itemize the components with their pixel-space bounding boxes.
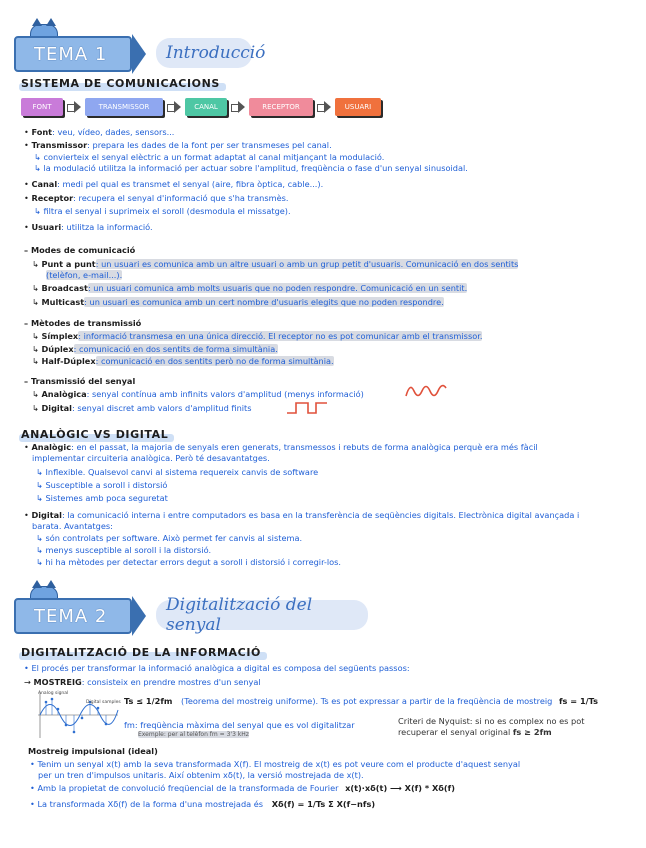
comm-flow-diagram [21,98,381,116]
flow-label: CANAL [194,103,218,111]
digital-item-text: hi ha mètodes per detectar errors degut a soroll i distorsió i corregir-los. [45,557,342,567]
imp1b-line [38,770,364,781]
p2p-line2 [46,270,122,281]
tema1-banner [14,36,132,72]
sampling-graph [34,690,120,740]
imp1b-text: per un tren d'impulsos unitaris. Així obtenim xδ(t), la versió mostrejada de x(t). [38,770,364,780]
analogic-vs-title-text: ANALÒGIC VS DIGITAL [21,428,169,441]
graph-digital-label: Digital samples [86,700,121,705]
digitalitzacio-intro: • El procés per transformar la informació analògica a digital es composa del següents passos: [24,663,410,673]
transmissor-sub2-text: la modulació utilitza la informació per actuar sobre l'amplitud, freqüència o fase d'un senyal sinusoidal. [43,163,468,173]
duplex-text: : comunicació en dos sentits de forma simultània. [73,344,278,354]
analogic-label: Analògic [31,442,72,452]
digital-label: Digital [41,403,72,413]
modes-title-text: Modes de comunicació [30,245,136,255]
digital-item: ↳ són controlats per software. Això permet fer canvis al sistema. [36,533,303,543]
multicast-text: : un usuari es comunica amb un cert nombre d'usuaris elegits que no poden respondre. [84,297,444,307]
metodes-title: – Mètodes de transmissió [24,318,142,328]
analogic-item-text: Sistemes amb poca seguretat [45,493,168,503]
mostreig-label: MOSTREIG [33,677,82,687]
canal-text: : medi pel qual es transmet el senyal (aire, fibra òptica, cable...). [57,179,324,189]
fm-text: fm: freqüència màxima del senyal que es vol digitalitzar [124,720,355,730]
imp3-formula: Xδ(f) = 1/Ts Σ X(f−nfs) [271,799,376,809]
digital-item-text: menys susceptible al soroll i la distorsió. [45,545,212,555]
analogica-label: Analògica [41,389,87,399]
imp2-formula: x(t)·xδ(t) ⟶ X(f) * Xδ(f) [345,783,455,793]
nyquist-text2: recuperar el senyal original [398,727,511,737]
flow-box-canal [185,98,227,116]
ts-text: (Teorema del mostreig uniforme). Ts es pot expressar a partir de la freqüència de mostreig [181,696,553,706]
tema2-arrow-icon [132,596,146,636]
font-line: • Font: veu, vídeo, dades, sensors... [24,127,175,137]
receptor-sub1: ↳ filtra el senyal i suprimeix el soroll (desmodula el missatge). [34,206,291,216]
analogic-vs-title [21,428,168,441]
imp1-line: • Tenim un senyal x(t) amb la seva transformada X(f). El mostreig de x(t) es pot veure com el producte d'aquest senyal [30,759,521,769]
usuari-line: • Usuari: utilitza la informació. [24,222,153,232]
broadcast-line: ↳ Broadcast: un usuari comunica amb molts usuaris que no poden respondre. Comunicació en un sentit. [32,283,468,293]
font-label: Font [31,127,53,137]
tema1-label: TEMA 1 [34,43,108,65]
digitalitzacio-title-text: DIGITALITZACIÓ DE LA INFORMACIÓ [21,646,261,659]
analogic-item-text: Inflexible. Qualsevol canvi al sistema requereix canvis de software [45,467,319,477]
impulsional-title-text: Mostreig impulsional (ideal) [28,746,158,756]
p2p-line: ↳ Punt a punt: un usuari es comunica amb un altre usuari o amb un grup petit d'usuaris. Comunicació en dos sentits [32,259,519,269]
imp3-line: • La transformada Xδ(f) de la forma d'una mostrejada és Xδ(f) = 1/Ts Σ X(f−nfs) [30,799,376,809]
digital-text: : senyal discret amb valors d'amplitud finits [71,403,252,413]
analogica-line: ↳ Analògica: senyal contínua amb infinits valors d'amplitud (menys informació) [32,389,364,399]
arrow-icon [317,101,331,113]
imp2-text: Amb la propietat de convolució freqüencial de la transformada de Fourier [37,783,339,793]
digital-item: ↳ hi ha mètodes per detectar errors degut a soroll i distorsió i corregir-los. [36,557,342,567]
duplex-line: ↳ Dúplex: comunicació en dos sentits de forma simultània. [32,344,278,354]
digitalitzacio-intro-text: El procés per transformar la informació analògica a digital es composa del següents passos: [31,663,410,673]
nyquist-formula: fs ≥ 2fm [512,727,552,737]
mostreig-text: : consisteix en prendre mostres d'un senyal [81,677,261,687]
analogic-item: ↳ Sistemes amb poca seguretat [36,493,168,503]
imp3-text: La transformada Xδ(f) de la forma d'una mostrejada és [37,799,264,809]
transmissor-line: • Transmissor: prepara les dades de la font per ser transmeses pel canal. [24,140,332,150]
multicast-label: Multicast [41,297,85,307]
modes-title: – Modes de comunicació [24,245,136,255]
transmissor-text: : prepara les dades de la font per ser transmeses pel canal. [87,140,332,150]
arrow-icon [231,101,245,113]
digitalitzacio-title [21,646,261,659]
digital-wave-icon [286,400,328,416]
impulsional-title [28,746,158,757]
p2p-label: Punt a punt [41,259,96,269]
tema1-subtitle-text: Introducció [166,43,266,63]
flow-label: RECEPTOR [262,103,300,111]
half-label: Half-Dúplex [41,356,96,366]
tema2-subtitle [156,595,368,635]
flow-label: TRANSMISSOR [98,103,150,111]
tema2-label: TEMA 2 [34,605,108,627]
example-text: Exemple: per al telèfon fm = 3'3 kHz [138,731,249,738]
transmissor-label: Transmissor [31,140,88,150]
digital-line: ↳ Digital: senyal discret amb valors d'amplitud finits [32,403,252,413]
nyquist-line [398,716,584,727]
p2p-text: : un usuari es comunica amb un altre usuari o amb un grup petit d'usuaris. Comunicació en dos sentits [95,259,519,269]
font-text: : veu, vídeo, dades, sensors... [52,127,175,137]
analogic-item: ↳ Susceptible a soroll i distorsió [36,480,168,490]
transmissor-sub2: ↳ la modulació utilitza la informació per actuar sobre l'amplitud, freqüència o fase d'un senyal sinusoidal. [34,163,468,173]
broadcast-text: : un usuari comunica amb molts usuaris que no poden respondre. Comunicació en un sentit. [87,283,468,293]
analogica-text: : senyal contínua amb infinits valors d'amplitud (menys informació) [86,389,364,399]
tema1-arrow-icon [132,34,146,74]
tema1-subtitle [156,38,266,68]
simplex-text: : informació transmesa en una única direcció. El receptor no es pot comunicar amb el transmissor. [78,331,483,341]
multicast-line: ↳ Multicast: un usuari es comunica amb un cert nombre d'usuaris elegits que no poden respondre. [32,297,444,307]
analogic-line2 [32,453,270,464]
receptor-text: : recupera el senyal d'informació que s'ha transmès. [73,193,289,203]
arrow-icon [167,101,181,113]
digital-bullet-text2: barata. Avantatges: [32,521,113,531]
imp1-text: Tenim un senyal x(t) amb la seva transformada X(f). El mostreig de x(t) es pot veure com el producte d'aquest senyal [37,759,521,769]
simplex-line: ↳ Símplex: informació transmesa en una única direcció. El receptor no es pot comunicar amb el transmissor. [32,331,483,341]
analogic-line: • Analògic: en el passat, la majoria de senyals eren generats, transmessos i rebuts de forma analògica perquè era més fàcil [24,442,538,452]
receptor-label: Receptor [31,193,74,203]
fm-line [124,720,355,731]
transmissor-sub1: ↳ convierteix el senyal elèctric a un format adaptat al canal mitjançant la modulació. [34,152,385,162]
analogic-text: : en el passat, la majoria de senyals eren generats, transmessos i rebuts de forma analògica perquè era més fàcil [71,442,538,452]
arrow-icon [67,101,81,113]
usuari-label: Usuari [31,222,62,232]
digital-bullet-label: Digital [31,510,62,520]
digital-item-text: són controlats per software. Això permet fer canvis al sistema. [45,533,303,543]
nyquist-line2 [398,727,552,738]
nyquist-text: Criteri de Nyquist: si no es complex no es pot [398,716,585,726]
canal-label: Canal [31,179,58,189]
digital-bullet-line: • Digital: la comunicació interna i entre computadors es basa en la transferència de seqüències digitals. Electrònica digital avançada i [24,510,580,520]
simplex-label: Símplex [41,331,79,341]
usuari-text: : utilitza la informació. [61,222,153,232]
broadcast-label: Broadcast [41,283,88,293]
flow-box-receptor [249,98,313,116]
receptor-line: • Receptor: recupera el senyal d'informació que s'ha transmès. [24,193,289,203]
ts-line [124,696,598,707]
transmissio-title: – Transmissió del senyal [24,376,136,386]
sistema-title-text: SISTEMA DE COMUNICACIONS [21,77,220,90]
p2p-text2: (telèfon, e-mail...). [46,270,123,280]
sistema-title [21,77,220,90]
fs-formula: fs = 1/Ts [558,696,599,706]
duplex-label: Dúplex [41,344,74,354]
analog-wave-icon [404,380,448,402]
flow-box-transmissor [85,98,163,116]
metodes-title-text: Mètodes de transmissió [30,318,142,328]
graph-analog-label: Analog signal [38,691,69,696]
tema2-banner [14,598,132,634]
digital-bullet-text: : la comunicació interna i entre computadors es basa en la transferència de seqüències digitals. Electrònica digital avançada i [61,510,580,520]
tema2-subtitle-text: Digitalització del senyal [166,595,313,635]
digital-bullet-line2 [32,521,113,532]
analogic-item-text: Susceptible a soroll i distorsió [45,480,168,490]
example-line [138,731,249,738]
digital-item: ↳ menys susceptible al soroll i la distorsió. [36,545,212,555]
transmissio-title-text: Transmissió del senyal [30,376,136,386]
mostreig-line: → MOSTREIG: consisteix en prendre mostres d'un senyal [24,677,261,687]
analogic-text2: implementar circuiteria analògica. Però té desavantatges. [32,453,270,463]
receptor-sub1-text: filtra el senyal i suprimeix el soroll (desmodula el missatge). [43,206,291,216]
half-line: ↳ Half-Dúplex: comunicació en dos sentits però no de forma simultània. [32,356,334,366]
canal-line: • Canal: medi pel qual es transmet el senyal (aire, fibra òptica, cable...). [24,179,324,189]
flow-label: USUARI [344,103,372,111]
flow-label: FONT [32,103,52,111]
analogic-item: ↳ Inflexible. Qualsevol canvi al sistema requereix canvis de software [36,467,319,477]
transmissor-sub1-text: convierteix el senyal elèctric a un format adaptat al canal mitjançant la modulació. [43,152,385,162]
imp2-line: • Amb la propietat de convolució freqüencial de la transformada de Fourier x(t)·xδ(t) ⟶ X(f) * Xδ(f) [30,783,455,793]
ts-formula: Ts ≤ 1/2fm [124,696,173,706]
flow-box-font [21,98,63,116]
flow-box-usuari [335,98,381,116]
half-text: : comunicació en dos sentits però no de forma simultània. [95,356,334,366]
